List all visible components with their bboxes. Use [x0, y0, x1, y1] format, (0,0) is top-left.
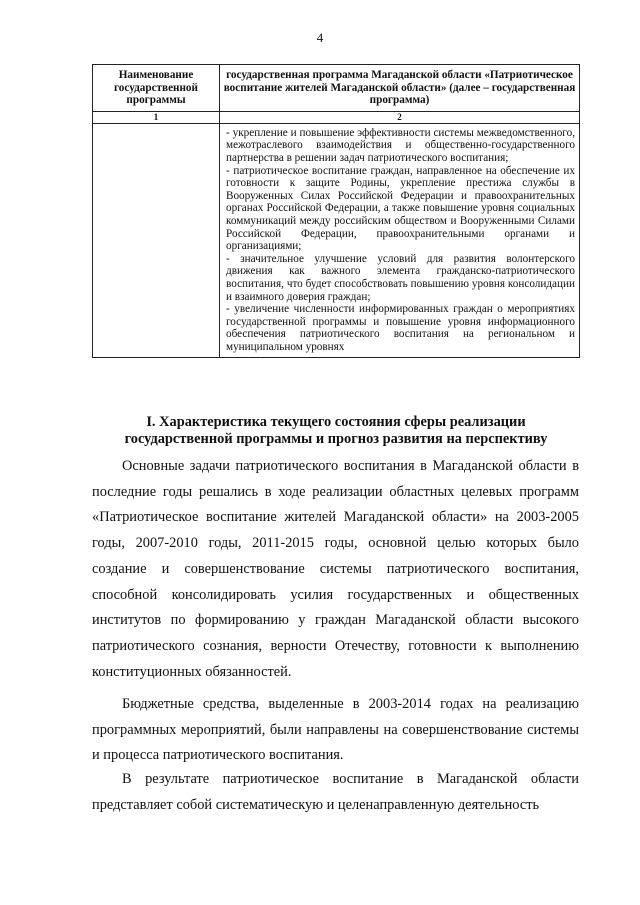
header-col2: государственная программа Магаданской области «Патриотическое воспитание жителей Магаданской области» (далее – государственная программа): [220, 65, 580, 112]
goals-cell: [220, 123, 580, 358]
list-item: - значительное улучшение условий для развития волонтерского движения как важного элемента гражданско-патриотического воспитания, что будет способствовать повышению уровня консолидации и взаимного доверия граждан;: [226, 252, 575, 303]
table-body-row: [93, 123, 580, 358]
table-number-row: [93, 111, 580, 123]
col2-number: 2: [220, 111, 580, 123]
list-item: - увеличение численности информированных граждан о мероприятиях государственной программы и повышение уровня информационного обеспечения патриотического воспитания на региональном и муниципальном уровнях: [226, 303, 575, 353]
page-number: 4: [316, 30, 324, 45]
paragraph: Основные задачи патриотического воспитания в Магаданской области в последние годы решались в ходе реализации областных целевых программ «Патриотическое воспитание жителей Магаданской области» на 2003-2005 годы, 2007-2010 годы, 2011-2015 годы, основной целью которых было создание и совершенствование системы патриотического воспитания, способной консолидировать усилия государственных и общественных институтов по формированию у граждан Магаданской области высокого патриотического сознания, верности Отечеству, готовности к выполнению конституционных обязанностей.: [92, 458, 579, 680]
table-header-row: [93, 65, 580, 112]
list-item: - укрепление и повышение эффективности системы межведомственного, межотраслевого взаимодействия и общественно-государственного партнерства в решении задач патриотического воспитания;: [226, 126, 575, 164]
paragraph: Бюджетные средства, выделенные в 2003-2014 годах на реализацию программных мероприятий, были направлены на совершенствование системы и процесса патриотического воспитания.: [92, 696, 579, 764]
paragraph: В результате патриотическое воспитание в Магаданской области представляет собой систематическую и целенаправленную деятельность: [92, 771, 579, 813]
program-table: [92, 64, 580, 358]
list-item: - патриотическое воспитание граждан, направленное на обеспечение их готовности к защите Родины, укрепление престижа службы в Вооруженных Силах Российской Федерации и правоохранительных органах Российской Федерации, а также повышение уровня социальных коммуникаций между российским обществом и Вооруженными Силами Российской Федерации, правоохранительными органами и организациями;: [226, 164, 575, 253]
empty-cell: [93, 123, 220, 358]
col1-number: 1: [93, 111, 220, 123]
header-col1: Наименование государственной программы: [93, 65, 220, 112]
section-title: I. Характеристика текущего состояния сферы реализации государственной программы и прогноз развития на перспективу: [124, 414, 548, 447]
